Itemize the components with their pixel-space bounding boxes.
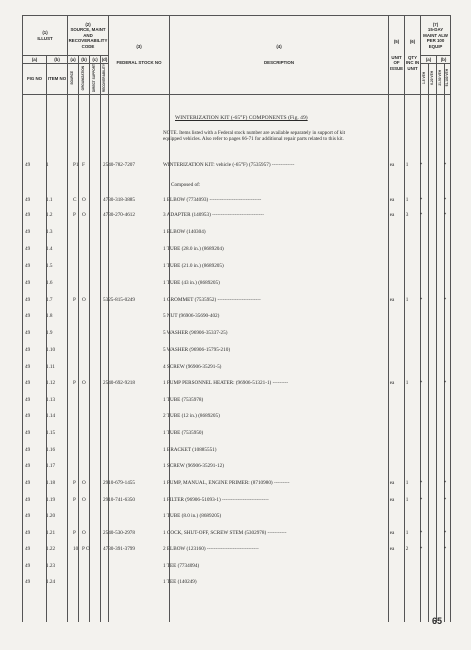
fig-number: 49 [25, 530, 31, 536]
table-row [22, 347, 450, 363]
table-row [22, 197, 450, 213]
item-number: 1.2 [46, 212, 53, 218]
header-7a2-vertical: 6-20 VEH [429, 64, 437, 95]
leader-dashes: ------------------------------ [206, 546, 259, 552]
description-text: 5 WASHER (96906-35337-25) [163, 330, 228, 336]
maint-code: F [82, 162, 85, 168]
allowance-a: * [419, 162, 423, 168]
description [163, 579, 197, 585]
header-7b1-vertical: 21-50 VEH [437, 64, 445, 95]
table-row [22, 563, 450, 579]
description-text: 1 SCREW (96906-35291-12) [163, 463, 224, 469]
description [163, 513, 221, 519]
federal-stock-number: 2910-679-1455 [103, 480, 135, 486]
quantity: 1 [405, 197, 409, 203]
fig-number: 49 [25, 480, 31, 486]
description [163, 212, 264, 218]
unit-of-issue: ea [389, 480, 395, 486]
allowance-b: * [443, 380, 447, 386]
description [163, 497, 269, 503]
item-number: 1.15 [46, 430, 56, 436]
header-7b-sub: (b) [437, 56, 451, 64]
description [163, 463, 224, 469]
source-code: P [73, 480, 76, 486]
leader-dashes: ------------- [271, 162, 295, 168]
fig-number: 49 [25, 563, 31, 569]
allowance-a: * [419, 297, 423, 303]
fig-number: 49 [25, 497, 31, 503]
header-recov-vertical: RECOVERABILITY [101, 64, 109, 95]
description-text: 1 TEE (140249) [163, 579, 197, 585]
item-number: 1.5 [46, 263, 53, 269]
description [163, 546, 259, 552]
header-qty: (6) QTY INC IN UNIT [405, 16, 421, 95]
federal-stock-number: 5325-815-0249 [103, 297, 135, 303]
description-text: 5 WASHER (96906-15795-210) [163, 347, 231, 353]
header-item-no: ITEM NO [47, 64, 68, 95]
section-note: NOTE. Items listed with a Federal stock number are available separately in support of kit equipped vehicles. Also refer to pages 66-71 for additional repair parts related to this kit. [163, 130, 346, 143]
description-text: 1 TUBE (7535950) [163, 430, 204, 436]
table-row [22, 162, 450, 178]
unit-of-issue: ea [389, 546, 395, 552]
fig-number: 49 [25, 579, 31, 585]
allowance-b: * [443, 530, 447, 536]
item-number: 1.10 [46, 347, 56, 353]
maint-code: O [82, 197, 86, 203]
header-source-vertical: SOURCE [68, 64, 79, 95]
fig-number: 49 [25, 263, 31, 269]
quantity: 1 [405, 497, 409, 503]
quantity: 1 [405, 297, 409, 303]
header-fig-sub: (a) [23, 56, 47, 64]
fig-number: 49 [25, 297, 31, 303]
table-row [22, 330, 450, 346]
fig-number: 49 [25, 463, 31, 469]
fig-number: 49 [25, 229, 31, 235]
allowance-a: * [419, 197, 423, 203]
header-maint-allowance: (7) 15-DAY MAINT ALW PER 100 EQUIP [421, 16, 451, 56]
item-number: 1.20 [46, 513, 56, 519]
source-code: P1 [73, 162, 79, 168]
item-number: 1.18 [46, 480, 56, 486]
allowance-a: * [419, 497, 423, 503]
table-row [22, 229, 450, 245]
table-row [22, 397, 450, 413]
description-text: 1 COCK, SHUT-OFF, SCREW STEM (5302978) [163, 530, 267, 536]
item-number: 1.17 [46, 463, 56, 469]
allowance-b: * [443, 497, 447, 503]
maint-code: O [82, 530, 86, 536]
table-row [22, 579, 450, 595]
source-code: P [73, 530, 76, 536]
allowance-b: * [443, 480, 447, 486]
table-row [22, 212, 450, 228]
maint-code: O [82, 212, 86, 218]
source-code: P [73, 212, 76, 218]
allowance-b: * [443, 212, 447, 218]
allowance-a: * [419, 212, 423, 218]
fig-number: 49 [25, 197, 31, 203]
leader-dashes: ------------------------- [217, 297, 261, 303]
source-code: 10 [73, 546, 79, 552]
leader-dashes: --------- [273, 480, 290, 486]
description-text: 1 TUBE (8.0 in.) (8689205) [163, 513, 222, 519]
table-row [22, 480, 450, 496]
header-org-vertical: ORGANIZATION [79, 64, 90, 95]
header-unit-of-issue: (5) UNIT OF ISSUE [389, 16, 405, 95]
description-text: 1 PUMP, MANUAL, ENGINE PRIMER: (8710980) [163, 480, 273, 486]
unit-of-issue: ea [389, 530, 395, 536]
description-text: 1 ELBOW (7734093) [163, 197, 209, 203]
item-number: 1.19 [46, 497, 56, 503]
description-text: 1 TUBE (43 in.) (8689205) [163, 280, 220, 286]
item-number: 1.16 [46, 447, 56, 453]
fig-number: 49 [25, 330, 31, 336]
header-source-code: (2) SOURCE, MAINT AND RECOVERABILITY CODE [68, 16, 109, 56]
quantity: 3 [405, 212, 409, 218]
table-row [22, 297, 450, 313]
allowance-a: * [419, 530, 423, 536]
allowance-b: * [443, 197, 447, 203]
description-text: 5 NUT (96906-35690-402) [163, 313, 220, 319]
maint-code: O [82, 380, 86, 386]
header-source-sub: (a) [68, 56, 79, 64]
table-row [22, 413, 450, 429]
federal-stock-number: 2540-530-2978 [103, 530, 135, 536]
description-text: 1 GROMMET (7535952) [163, 297, 217, 303]
allowance-a: * [419, 380, 423, 386]
description [163, 563, 199, 569]
header-org-sub: (b) [79, 56, 90, 64]
header-direct-sub: (c) [90, 56, 101, 64]
item-number: 1.11 [46, 364, 55, 370]
unit-of-issue: ea [389, 212, 395, 218]
description-text: 2 ELBOW (123160) [163, 546, 206, 552]
leader-dashes: ----------- [267, 530, 287, 536]
unit-of-issue: ea [389, 497, 395, 503]
header-fig-no: FIG NO [23, 64, 47, 95]
description [163, 347, 230, 353]
federal-stock-number: 2540-782-7207 [103, 162, 135, 168]
quantity: 1 [405, 530, 409, 536]
description [163, 530, 287, 536]
federal-stock-number: 4730-270-4612 [103, 212, 135, 218]
header-illust: (1) ILLUST [23, 16, 68, 56]
header-description: (4) DESCRIPTION [170, 16, 389, 95]
item-number: 1.13 [46, 397, 56, 403]
item-number: 1.3 [46, 229, 53, 235]
item-number: 1.24 [46, 579, 56, 585]
maint-code: O [82, 297, 86, 303]
description [163, 480, 290, 486]
description-text: 2 TUBE (12 in.) (8689205) [163, 413, 220, 419]
item-number: 1.6 [46, 280, 53, 286]
description [163, 330, 227, 336]
federal-stock-number: 2910-741-6350 [103, 497, 135, 503]
description [163, 197, 261, 203]
header-7a-sub: (a) [421, 56, 437, 64]
item-number: 1.7 [46, 297, 53, 303]
source-code: C [73, 197, 77, 203]
description [163, 364, 221, 370]
fig-number: 49 [25, 380, 31, 386]
fig-number: 49 [25, 513, 31, 519]
quantity: 2 [405, 546, 409, 552]
quantity: 1 [405, 480, 409, 486]
item-number: 1 [46, 162, 49, 168]
fig-number: 49 [25, 447, 31, 453]
description-text: 1 TEE (7734094) [163, 563, 200, 569]
table-row [22, 463, 450, 479]
description-text: 3 ADAPTER (140953) [163, 212, 211, 218]
allowance-b: * [443, 297, 447, 303]
source-code: P [73, 380, 76, 386]
table-row [22, 530, 450, 546]
table-row [22, 263, 450, 279]
fig-number: 49 [25, 413, 31, 419]
header-item-sub: (b) [47, 56, 68, 64]
allowance-b: * [443, 162, 447, 168]
fig-number: 49 [25, 430, 31, 436]
table-row [22, 364, 450, 380]
fig-number: 49 [25, 162, 31, 168]
header-recov-sub: (d) [101, 56, 108, 62]
source-code: P [73, 297, 76, 303]
allowance-a: * [419, 480, 423, 486]
description [163, 297, 261, 303]
item-number: 1.12 [46, 380, 56, 386]
fig-number: 49 [25, 212, 31, 218]
item-number: 1.14 [46, 413, 56, 419]
quantity: 1 [405, 162, 409, 168]
description-text: 1 FILTER (96906-51093-1) [163, 497, 221, 503]
unit-of-issue: ea [389, 297, 395, 303]
item-number: 1.9 [46, 330, 53, 336]
description-text: 1 TUBE (7535978) [163, 397, 204, 403]
leader-dashes: ------------------------------ [209, 197, 262, 203]
description [163, 380, 288, 386]
description [163, 280, 220, 286]
section-heading: WINTERIZATION KIT (-65°F) COMPONENTS (Fig. 49) [175, 115, 308, 121]
fig-number: 49 [25, 313, 31, 319]
maint-code: O [82, 497, 86, 503]
item-number: 1.1 [46, 197, 53, 203]
maint-code: O [82, 480, 86, 486]
leader-dashes: --------------------------- [222, 497, 269, 503]
allowance-b: * [443, 546, 447, 552]
description [163, 430, 203, 436]
table-row [22, 497, 450, 513]
federal-stock-number: 2540-692-9218 [103, 380, 135, 386]
page-number: 65 [432, 616, 443, 626]
source-code: P [73, 497, 76, 503]
table-row [22, 280, 450, 296]
description [163, 229, 206, 235]
federal-stock-number: 4730-391-3799 [103, 546, 135, 552]
unit-of-issue: ea [389, 162, 395, 168]
table-row [22, 380, 450, 396]
fig-number: 49 [25, 280, 31, 286]
fig-number: 49 [25, 246, 31, 252]
item-number: 1.8 [46, 313, 53, 319]
description-text: 1 PUMP PERSONNEL HEATER: (96906-51321-1) [163, 380, 272, 386]
item-number: 1.22 [46, 546, 56, 552]
table-row [22, 546, 450, 562]
leader-dashes: ------------------------------ [212, 212, 264, 218]
header-direct-vertical: DIRECT SUPPORT [90, 64, 101, 95]
fig-number: 49 [25, 364, 31, 370]
description [163, 162, 294, 168]
description [163, 447, 217, 453]
leader-dashes: --------- [272, 380, 289, 386]
table-row [22, 447, 450, 463]
table-row [22, 430, 450, 446]
fig-number: 49 [25, 546, 31, 552]
description-text: 1 ELBOW (140304) [163, 229, 206, 235]
item-number: 1.23 [46, 563, 56, 569]
item-number: 1.21 [46, 530, 56, 536]
description [163, 246, 224, 252]
maint-code: P O [82, 546, 90, 552]
unit-of-issue: ea [389, 380, 395, 386]
fig-number: 49 [25, 347, 31, 353]
unit-of-issue: ea [389, 197, 395, 203]
description [163, 413, 220, 419]
header-federal-stock: (3) FEDERAL STOCK NO [109, 16, 170, 95]
table-row [22, 513, 450, 529]
description [163, 263, 224, 269]
quantity: 1 [405, 380, 409, 386]
composed-of-label: Composed of: [171, 182, 201, 188]
allowance-a: * [419, 546, 423, 552]
description [163, 313, 219, 319]
description-text: 4 SCREW (96906-35291-5) [163, 364, 222, 370]
description [163, 397, 203, 403]
table-row [22, 246, 450, 262]
federal-stock-number: 4730-318-3885 [103, 197, 135, 203]
description-text: 1 BRACKET (10885551) [163, 447, 217, 453]
description-text: 1 TUBE (28.0 in.) (8689204) [163, 246, 224, 252]
description-text: WINTERIZATION KIT: vehicle (-65°F) (7535957) [163, 162, 271, 168]
fig-number: 49 [25, 397, 31, 403]
table-row [22, 313, 450, 329]
header-7b2-vertical: 51-100 VEH [445, 64, 451, 95]
header-7a1-vertical: 1-5 VEH [421, 64, 429, 95]
description-text: 1 TUBE (21.0 in.) (8689205) [163, 263, 224, 269]
item-number: 1.4 [46, 246, 53, 252]
